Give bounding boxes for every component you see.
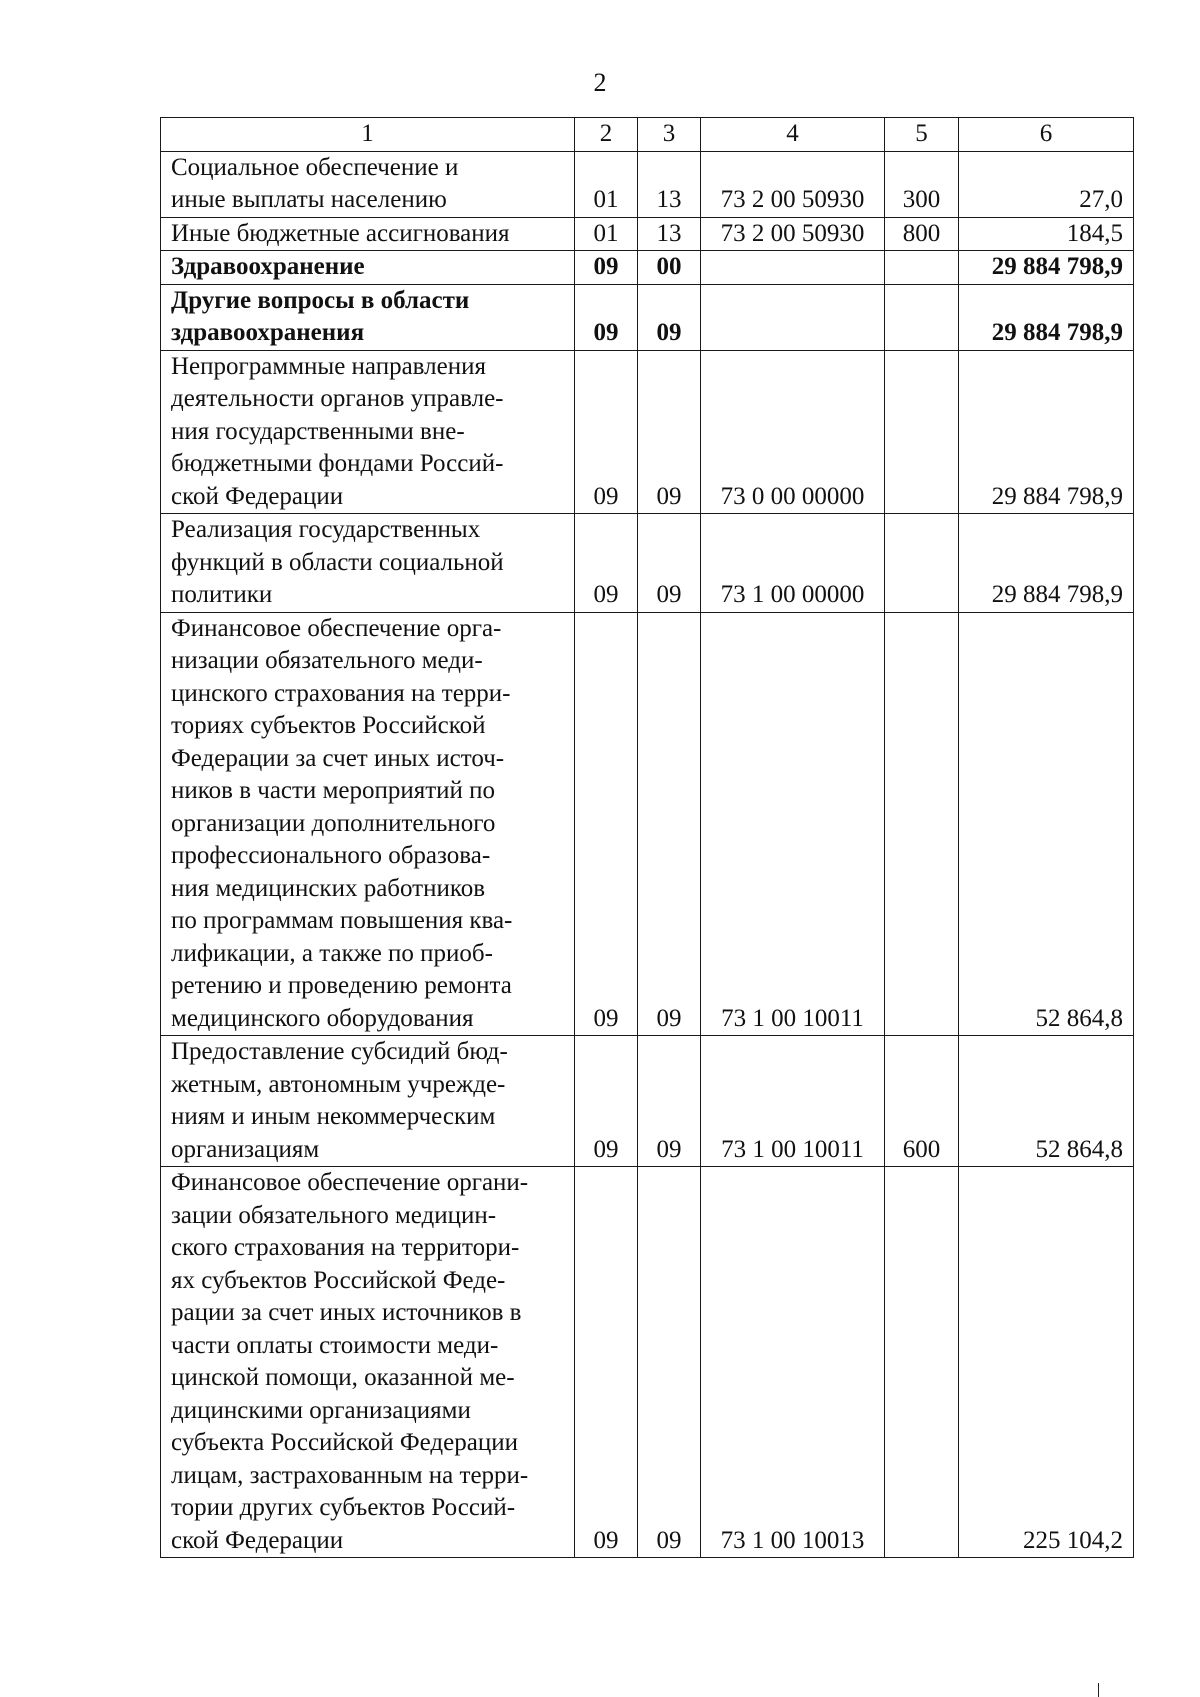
- row-name-line: Федерации за счет иных источ-: [171, 744, 505, 772]
- row-name-cell: [161, 514, 575, 613]
- row-name-line: иные выплаты населению: [171, 186, 447, 213]
- row-target-code-cell: 73 2 00 50930: [701, 151, 885, 217]
- row-subsection-cell: 09: [638, 1167, 701, 1558]
- row-chapter-cell: 09: [575, 284, 638, 350]
- budget-table: [160, 117, 1134, 1558]
- row-name-cell: [161, 151, 575, 217]
- column-header-6: 6: [959, 118, 1134, 152]
- row-name-cell: [161, 350, 575, 514]
- row-name-line: низации обязательного меди-: [171, 647, 483, 674]
- row-name-line: Здравоохранение: [171, 253, 365, 280]
- row-name-line: Другие вопросы в области: [171, 286, 470, 314]
- row-name-cell: [161, 251, 575, 285]
- row-chapter-cell: 09: [575, 612, 638, 1036]
- table-header-row: [161, 118, 1134, 152]
- row-name-line: рации за счет иных источников в: [171, 1299, 522, 1326]
- row-name-line: здравоохранения: [171, 319, 365, 346]
- row-name-line: ях субъектов Российской Феде-: [171, 1266, 506, 1294]
- row-name-line: ретению и проведению ремонта: [171, 972, 512, 999]
- row-name-line: деятельности органов управле-: [171, 385, 504, 412]
- row-name-line: организации дополнительного: [171, 809, 496, 837]
- row-target-code-cell: 73 0 00 00000: [701, 350, 885, 514]
- row-target-code-cell: [701, 251, 885, 285]
- row-target-code-cell: 73 2 00 50930: [701, 217, 885, 251]
- row-subsection-cell: 00: [638, 251, 701, 285]
- row-amount-cell: 27,0: [959, 151, 1134, 217]
- row-name-cell: [161, 612, 575, 1036]
- row-name-line: ниям и иным некоммерческим: [171, 1103, 496, 1130]
- row-subsection-cell: 09: [638, 514, 701, 613]
- row-name-line: Предоставление субсидий бюд-: [171, 1038, 508, 1065]
- row-chapter-cell: 09: [575, 251, 638, 285]
- row-name-line: цинского страхования на терри-: [171, 679, 511, 707]
- row-name-line: зации обязательного медицин-: [171, 1201, 497, 1229]
- row-name-line: тории других субъектов Россий-: [171, 1494, 516, 1521]
- row-name-line: ния медицинских работников: [171, 874, 486, 902]
- row-subsection-cell: 13: [638, 217, 701, 251]
- row-expense-type-cell: 600: [885, 1036, 959, 1167]
- table-row: [161, 251, 1134, 285]
- row-subsection-cell: 09: [638, 284, 701, 350]
- row-name-line: Социальное обеспечение и: [171, 153, 459, 181]
- row-chapter-cell: 01: [575, 151, 638, 217]
- column-header-3: 3: [638, 118, 701, 152]
- row-name-line: дицинскими организациями: [171, 1396, 471, 1424]
- scan-edge-mark: [1098, 1683, 1099, 1697]
- row-subsection-cell: 09: [638, 350, 701, 514]
- row-subsection-cell: 13: [638, 151, 701, 217]
- row-name-line: Непрограммные направления: [171, 352, 486, 380]
- row-name-line: профессионального образова-: [171, 842, 491, 869]
- row-expense-type-cell: [885, 514, 959, 613]
- row-expense-type-cell: 300: [885, 151, 959, 217]
- row-target-code-cell: 73 1 00 10011: [701, 1036, 885, 1167]
- row-amount-cell: 29 884 798,9: [959, 284, 1134, 350]
- row-chapter-cell: 09: [575, 350, 638, 514]
- row-name-line: ского страхования на территори-: [171, 1234, 520, 1261]
- row-amount-cell: 29 884 798,9: [959, 251, 1134, 285]
- row-name-line: медицинского оборудования: [171, 1004, 474, 1032]
- row-chapter-cell: 01: [575, 217, 638, 251]
- row-name-line: цинской помощи, оказанной ме-: [171, 1364, 515, 1391]
- column-header-2: 2: [575, 118, 638, 152]
- table-body: [161, 151, 1134, 1558]
- row-amount-cell: 52 864,8: [959, 612, 1134, 1036]
- row-name-line: ской Федерации: [171, 1526, 344, 1554]
- row-target-code-cell: 73 1 00 10011: [701, 612, 885, 1036]
- row-chapter-cell: 09: [575, 514, 638, 613]
- row-name-line: Финансовое обеспечение орга-: [171, 614, 502, 642]
- row-amount-cell: 52 864,8: [959, 1036, 1134, 1167]
- row-chapter-cell: 09: [575, 1036, 638, 1167]
- row-name-line: ториях субъектов Российской: [171, 712, 486, 739]
- row-expense-type-cell: [885, 1167, 959, 1558]
- table-row: [161, 514, 1134, 613]
- row-amount-cell: 225 104,2: [959, 1167, 1134, 1558]
- row-expense-type-cell: [885, 284, 959, 350]
- table-row: [161, 1036, 1134, 1167]
- column-header-4: 4: [701, 118, 885, 152]
- row-name-line: субъекта Российской Федерации: [171, 1429, 518, 1456]
- row-expense-type-cell: [885, 251, 959, 285]
- row-name-line: лицам, застрахованным на терри-: [171, 1461, 529, 1489]
- row-name-line: части оплаты стоимости меди-: [171, 1331, 499, 1359]
- row-name-line: бюджетными фондами Россий-: [171, 450, 504, 477]
- row-name-cell: [161, 1036, 575, 1167]
- column-header-1: 1: [161, 118, 575, 152]
- row-subsection-cell: 09: [638, 1036, 701, 1167]
- row-name-line: ния государственными вне-: [171, 417, 465, 445]
- row-name-line: политики: [171, 581, 273, 608]
- row-name-line: функций в области социальной: [171, 548, 504, 576]
- page-number: 2: [593, 68, 607, 97]
- row-name-line: Финансовое обеспечение органи-: [171, 1169, 529, 1196]
- row-target-code-cell: [701, 284, 885, 350]
- table-row: [161, 1167, 1134, 1558]
- row-target-code-cell: 73 1 00 10013: [701, 1167, 885, 1558]
- row-name-line: организациям: [171, 1135, 320, 1163]
- row-target-code-cell: 73 1 00 00000: [701, 514, 885, 613]
- row-subsection-cell: 09: [638, 612, 701, 1036]
- row-name-line: лификации, а также по приоб-: [171, 939, 493, 967]
- table-row: [161, 612, 1134, 1036]
- row-name-line: по программам повышения ква-: [171, 907, 513, 934]
- row-expense-type-cell: 800: [885, 217, 959, 251]
- row-name-line: ской Федерации: [171, 482, 344, 510]
- table-row: [161, 151, 1134, 217]
- row-name-line: жетным, автономным учрежде-: [171, 1070, 506, 1098]
- table-row: [161, 350, 1134, 514]
- row-name-line: Иные бюджетные ассигнования: [171, 219, 510, 247]
- row-expense-type-cell: [885, 612, 959, 1036]
- row-name-cell: [161, 1167, 575, 1558]
- row-name-cell: [161, 284, 575, 350]
- table-row: [161, 217, 1134, 251]
- row-expense-type-cell: [885, 350, 959, 514]
- row-name-line: ников в части мероприятий по: [171, 777, 496, 804]
- row-amount-cell: 29 884 798,9: [959, 350, 1134, 514]
- column-header-5: 5: [885, 118, 959, 152]
- row-amount-cell: 184,5: [959, 217, 1134, 251]
- row-name-line: Реализация государственных: [171, 516, 481, 543]
- row-amount-cell: 29 884 798,9: [959, 514, 1134, 613]
- table-row: [161, 284, 1134, 350]
- row-name-cell: [161, 217, 575, 251]
- row-chapter-cell: 09: [575, 1167, 638, 1558]
